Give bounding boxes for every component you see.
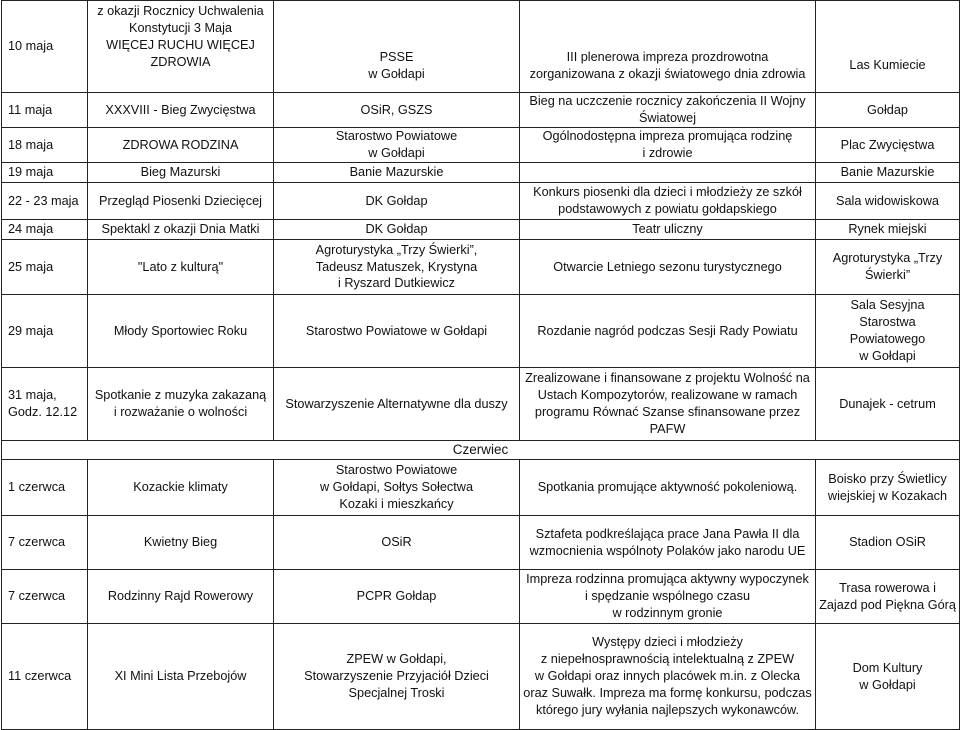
event-place: Plac Zwycięstwa <box>816 128 960 163</box>
event-place: Las Kumiecie <box>816 1 960 93</box>
event-place: Sala Sesyjna Starostwa Powiatowego w Gołdapi <box>816 295 960 368</box>
event-date: 1 czerwca <box>2 460 88 516</box>
event-name: "Lato z kulturą" <box>88 240 274 295</box>
event-description: Bieg na uczczenie rocznicy zakończenia II Wojny Światowej <box>520 93 816 128</box>
event-description: Konkurs piosenki dla dzieci i młodzieży ze szkół podstawowych z powiatu gołdapskiego <box>520 183 816 220</box>
table-row <box>2 128 960 163</box>
table-row <box>2 624 960 730</box>
event-place: Gołdap <box>816 93 960 128</box>
table-row <box>2 368 960 441</box>
event-date: 22 - 23 maja <box>2 183 88 220</box>
event-date: 18 maja <box>2 128 88 163</box>
event-description <box>520 163 816 183</box>
event-date: 29 maja <box>2 295 88 368</box>
month-header-row <box>2 441 960 460</box>
event-place: Dom Kultury w Gołdapi <box>816 624 960 730</box>
event-description: Zrealizowane i finansowane z projektu Wolność na Ustach Kompozytorów, realizowane w ramach programu Równać Szanse sfinansowane przez PAFW <box>520 368 816 441</box>
event-description: Impreza rodzinna promująca aktywny wypoczynek i spędzanie wspólnego czasu w rodzinnym gronie <box>520 570 816 624</box>
event-description: Spotkania promujące aktywność pokoleniową. <box>520 460 816 516</box>
event-place: Rynek miejski <box>816 220 960 240</box>
table-row <box>2 93 960 128</box>
event-organizer: OSiR, GSZS <box>274 93 520 128</box>
event-name: z okazji Rocznicy Uchwalenia Konstytucji 3 Maja WIĘCEJ RUCHU WIĘCEJ ZDROWIA <box>88 1 274 93</box>
event-organizer: ZPEW w Gołdapi, Stowarzyszenie Przyjaciół Dzieci Specjalnej Troski <box>274 624 520 730</box>
event-date: 7 czerwca <box>2 516 88 570</box>
event-organizer: PCPR Gołdap <box>274 570 520 624</box>
event-description: III plenerowa impreza prozdrowotna zorganizowana z okazji światowego dnia zdrowia <box>520 1 816 93</box>
table-row <box>2 183 960 220</box>
table-row <box>2 1 960 93</box>
event-description: Ogólnodostępna impreza promująca rodzinę i zdrowie <box>520 128 816 163</box>
event-date: 7 czerwca <box>2 570 88 624</box>
table-row <box>2 570 960 624</box>
month-header: Czerwiec <box>2 441 960 460</box>
event-place: Banie Mazurskie <box>816 163 960 183</box>
event-date: 24 maja <box>2 220 88 240</box>
event-date: 10 maja <box>2 1 88 93</box>
event-place: Dunajek - cetrum <box>816 368 960 441</box>
event-organizer: PSSE w Gołdapi <box>274 1 520 93</box>
event-description: Sztafeta podkreślająca prace Jana Pawła II dla wzmocnienia wspólnoty Polaków jako narodu UE <box>520 516 816 570</box>
event-name: XI Mini Lista Przebojów <box>88 624 274 730</box>
table-row <box>2 163 960 183</box>
event-date: 11 czerwca <box>2 624 88 730</box>
event-organizer: DK Gołdap <box>274 220 520 240</box>
event-place: Sala widowiskowa <box>816 183 960 220</box>
event-name: Rodzinny Rajd Rowerowy <box>88 570 274 624</box>
event-organizer: DK Gołdap <box>274 183 520 220</box>
event-name: Spotkanie z muzyka zakazaną i rozważanie o wolności <box>88 368 274 441</box>
event-name: XXXVIII - Bieg Zwycięstwa <box>88 93 274 128</box>
event-organizer: Agroturystyka „Trzy Świerki”, Tadeusz Matuszek, Krystyna i Ryszard Dutkiewicz <box>274 240 520 295</box>
event-date: 31 maja, Godz. 12.12 <box>2 368 88 441</box>
events-table <box>1 0 960 730</box>
event-name: Spektakl z okazji Dnia Matki <box>88 220 274 240</box>
event-place: Trasa rowerowa i Zajazd pod Piękna Górą <box>816 570 960 624</box>
event-organizer: Starostwo Powiatowe w Gołdapi <box>274 128 520 163</box>
event-organizer: OSiR <box>274 516 520 570</box>
table-row <box>2 460 960 516</box>
event-organizer: Banie Mazurskie <box>274 163 520 183</box>
event-date: 11 maja <box>2 93 88 128</box>
event-description: Teatr uliczny <box>520 220 816 240</box>
event-name: ZDROWA RODZINA <box>88 128 274 163</box>
event-name: Przegląd Piosenki Dziecięcej <box>88 183 274 220</box>
table-row <box>2 295 960 368</box>
event-organizer: Starostwo Powiatowe w Gołdapi, Sołtys Sołectwa Kozaki i mieszkańcy <box>274 460 520 516</box>
table-row <box>2 516 960 570</box>
event-name: Kwietny Bieg <box>88 516 274 570</box>
event-date: 25 maja <box>2 240 88 295</box>
event-description: Występy dzieci i młodzieży z niepełnosprawnością intelektualną z ZPEW w Gołdapi oraz innych placówek m.in. z Olecka oraz Suwałk. Impreza ma formę konkursu, podczas którego jury wyłania najlepszych wykonawców. <box>520 624 816 730</box>
table-row <box>2 240 960 295</box>
event-date: 19 maja <box>2 163 88 183</box>
event-name: Bieg Mazurski <box>88 163 274 183</box>
event-place: Agroturystyka „Trzy Świerki” <box>816 240 960 295</box>
event-name: Kozackie klimaty <box>88 460 274 516</box>
event-name: Młody Sportowiec Roku <box>88 295 274 368</box>
event-organizer: Starostwo Powiatowe w Gołdapi <box>274 295 520 368</box>
event-description: Rozdanie nagród podczas Sesji Rady Powiatu <box>520 295 816 368</box>
table-row <box>2 220 960 240</box>
event-place: Stadion OSiR <box>816 516 960 570</box>
event-place: Boisko przy Świetlicy wiejskiej w Kozakach <box>816 460 960 516</box>
event-organizer: Stowarzyszenie Alternatywne dla duszy <box>274 368 520 441</box>
event-description: Otwarcie Letniego sezonu turystycznego <box>520 240 816 295</box>
